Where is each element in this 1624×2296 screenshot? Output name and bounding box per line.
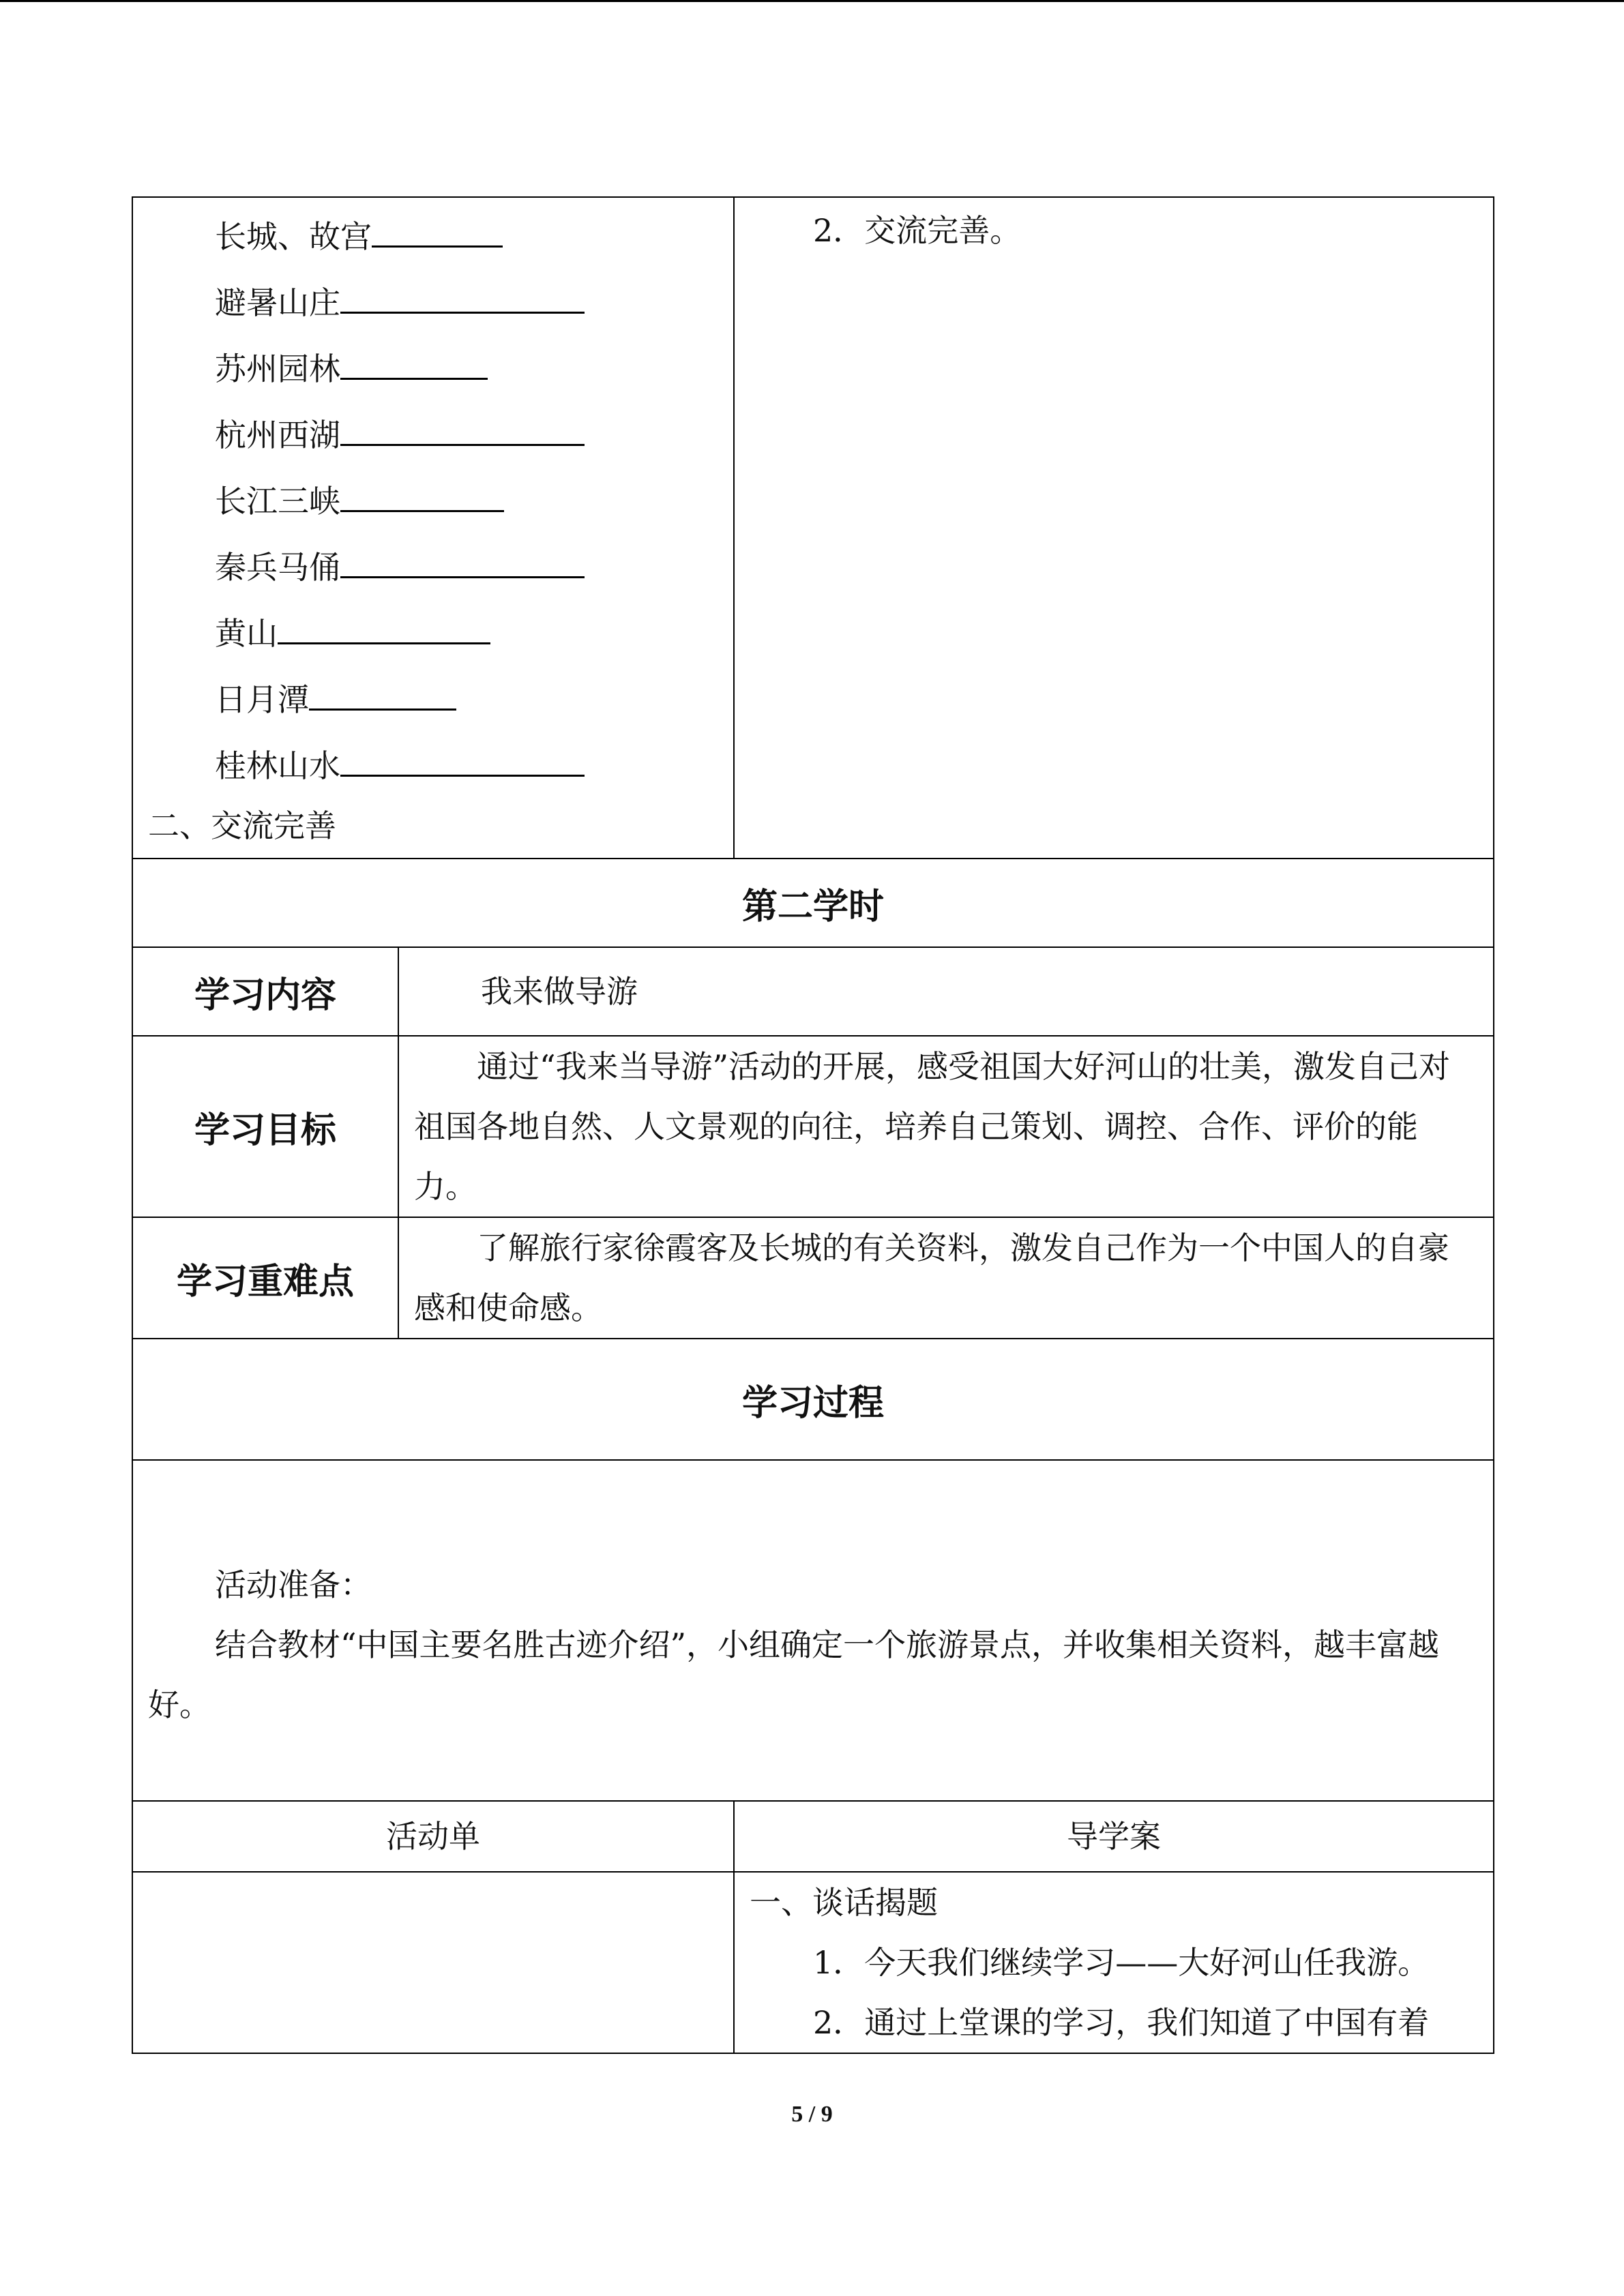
col-activity-header: 活动单 xyxy=(132,1801,734,1872)
blank-line xyxy=(278,600,490,644)
fill-item: 日月潭 xyxy=(133,664,733,730)
section-heading: 二、交流完善 xyxy=(148,807,336,844)
guide-item: 2．通过上堂课的学习，我们知道了中国有着 xyxy=(813,2004,1430,2041)
period-title: 第二学时 xyxy=(132,859,1494,947)
blank-line xyxy=(340,732,585,777)
fill-in-cell xyxy=(132,197,734,859)
fill-item: 避暑山庄 xyxy=(133,267,733,333)
blank-line xyxy=(340,402,585,446)
guide-cell xyxy=(734,1872,1494,2053)
guide-heading: 一、谈话揭题 xyxy=(750,1884,938,1921)
content-text: 我来做导游 xyxy=(481,973,638,1010)
lesson-table xyxy=(132,196,1494,2054)
guide-row xyxy=(132,1872,1494,2053)
guide-item: 1．今天我们继续学习——大好河山任我游。 xyxy=(813,1944,1430,1981)
key-text: 了解旅行家徐霞客及长城的有关资料，激发自己作为一个中国人的自豪感和使命感。 xyxy=(414,1229,1449,1326)
top-border-line xyxy=(0,0,1624,2)
prep-cell xyxy=(132,1460,1494,1801)
fill-item: 秦兵马俑 xyxy=(133,531,733,597)
fill-item: 苏州园林 xyxy=(133,333,733,399)
content-label: 学习内容 xyxy=(132,947,398,1036)
key-cell xyxy=(398,1217,1494,1339)
activity-cell xyxy=(132,1872,734,2053)
process-title: 学习过程 xyxy=(132,1339,1494,1460)
content-row xyxy=(132,947,1494,1036)
key-row xyxy=(132,1217,1494,1339)
goal-label: 学习目标 xyxy=(132,1036,398,1217)
exchange-text: 2．交流完善。 xyxy=(813,212,1022,249)
fill-item: 桂林山水 xyxy=(133,730,733,796)
prep-row xyxy=(132,1460,1494,1801)
fill-item: 黄山 xyxy=(133,597,733,664)
period-title-row xyxy=(132,859,1494,947)
fill-in-row xyxy=(132,197,1494,859)
goal-text: 通过“我来当导游”活动的开展，感受祖国大好河山的壮美，激发自己对祖国各地自然、人文景观的向往，培养自己策划、调控、合作、评价的能力。 xyxy=(414,1048,1451,1205)
prep-label: 活动准备： xyxy=(215,1566,372,1603)
blank-line xyxy=(372,203,503,248)
blank-line xyxy=(340,336,488,380)
document-page xyxy=(132,196,1493,2054)
col-guide-header: 导学案 xyxy=(734,1801,1494,1872)
goal-row xyxy=(132,1036,1494,1217)
blank-line xyxy=(309,666,456,711)
prep-text: 结合教材“中国主要名胜古迹介绍”，小组确定一个旅游景点，并收集相关资料，越丰富越好。 xyxy=(148,1626,1440,1723)
process-title-row xyxy=(132,1339,1494,1460)
key-label: 学习重难点 xyxy=(132,1217,398,1339)
blank-line xyxy=(340,468,504,512)
goal-cell xyxy=(398,1036,1494,1217)
content-cell xyxy=(398,947,1494,1036)
column-header-row xyxy=(132,1801,1494,1872)
exchange-cell xyxy=(734,197,1494,859)
blank-line xyxy=(340,269,585,314)
page-number: 5 / 9 xyxy=(791,2102,833,2127)
fill-item: 长江三峡 xyxy=(133,465,733,531)
fill-item: 长城、故宫 xyxy=(133,200,733,267)
blank-line xyxy=(340,534,585,578)
fill-item: 杭州西湖 xyxy=(133,399,733,465)
